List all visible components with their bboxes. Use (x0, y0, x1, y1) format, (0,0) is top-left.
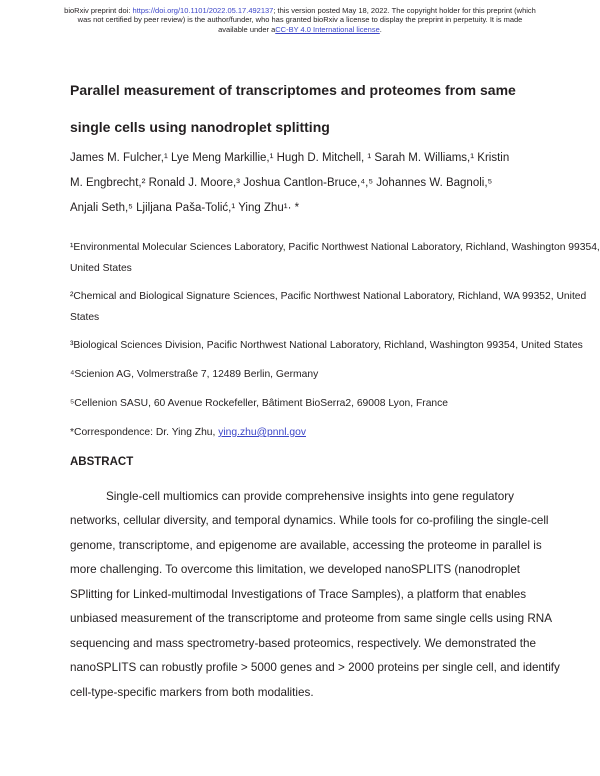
affiliation-2-line-1: ²Chemical and Biological Signature Sciences, Pacific Northwest National Laboratory, Richland, WA 99352, United (70, 291, 587, 303)
banner-text-suffix: ; this version posted May 18, 2022. The copyright holder for this preprint (which (273, 6, 536, 15)
affiliation-list (70, 238, 600, 443)
affiliation-5-line-1: ⁵Cellenion SASU, 60 Avenue Rockefeller, Bâtiment BioSerra2, 69008 Lyon, France (70, 398, 449, 409)
abstract-paragraph (70, 485, 560, 706)
abstract-line-5: SPlitting for Linked-multimodal Investigations of Trace Samples), a platform that enables (70, 587, 527, 601)
abstract-line-9: cell-type-specific markers from both modalities. (70, 685, 314, 699)
author-line-3: Anjali Seth,⁵ Ljiljana Paša-Tolić,¹ Ying Zhu¹· * (70, 202, 300, 215)
affiliation-3-line-1: ³Biological Sciences Division, Pacific Northwest National Laboratory, Richland, Washington 99354, United States (70, 340, 583, 352)
manuscript-content (70, 72, 600, 705)
correspondence-email-link[interactable]: ying.zhu@pnnl.gov (218, 426, 306, 438)
affiliation-2 (70, 287, 587, 328)
author-line-2: M. Engbrecht,² Ronald J. Moore,³ Joshua Cantlon-Bruce,⁴,⁵ Johannes W. Bagnoli,⁵ (70, 177, 493, 190)
paper-title-line-2: single cells using nanodroplet splitting (70, 119, 330, 136)
author-line-1: James M. Fulcher,¹ Lye Meng Markillie,¹ Hugh D. Mitchell, ¹ Sarah M. Williams,¹ Kristin (70, 152, 510, 165)
abstract-line-2: networks, cellular diversity, and temporal dynamics. While tools for co-profiling the single-cell (70, 514, 549, 528)
banner-line-3 (0, 25, 600, 34)
abstract-line-8: nanoSPLITS can robustly profile > 5000 genes and > 2000 proteins per single cell, and identify (70, 661, 560, 675)
paper-title (70, 72, 538, 146)
correspondence-label: *Correspondence: Dr. Ying Zhu, (70, 426, 219, 438)
author-list (70, 146, 538, 221)
abstract-line-4: more challenging. To overcome this limitation, we developed nanoSPLITS (nanodroplet (70, 563, 521, 577)
affiliation-1 (70, 238, 600, 279)
affiliation-1-line-1: ¹Environmental Molecular Sciences Laboratory, Pacific Northwest National Laboratory, Richland, Washington 99354, (70, 242, 600, 254)
banner-license-suffix: . (379, 24, 382, 34)
correspondence-line (70, 423, 538, 443)
doi-link[interactable]: https://doi.org/10.1101/2022.05.17.492137 (132, 6, 274, 15)
banner-line-1 (0, 6, 600, 15)
abstract-line-1: Single-cell multiomics can provide comprehensive insights into gene regulatory (106, 489, 514, 503)
banner-line-2: was not certified by peer review) is the author/funder, who has granted bioRxiv a license to display the preprint in perpetuity. It is made (77, 15, 523, 25)
biorxiv-banner (0, 0, 600, 34)
abstract-line-6: unbiased measurement of the transcriptome and proteome from same single cells using RNA (70, 612, 553, 626)
abstract-line-7: sequencing and mass spectrometry-based proteomics, respectively. We demonstrated the (70, 636, 536, 650)
abstract-heading: ABSTRACT (70, 455, 134, 468)
affiliation-3 (70, 336, 583, 356)
banner-license-prefix: available under a (218, 24, 276, 34)
affiliation-5 (70, 394, 538, 414)
affiliation-4-line-1: ⁴Scienion AG, Volmerstraße 7, 12489 Berlin, Germany (70, 369, 319, 381)
license-link[interactable]: CC-BY 4.0 International license (275, 24, 380, 34)
paper-title-line-1: Parallel measurement of transcriptomes and proteomes from same (70, 82, 516, 99)
affiliation-4 (70, 365, 538, 385)
affiliation-2-line-2: States (70, 311, 100, 323)
affiliation-1-line-2: United States (70, 262, 132, 274)
banner-text-prefix: bioRxiv preprint doi: (64, 6, 133, 15)
abstract-line-3: genome, transcriptome, and epigenome are available, accessing the proteome in parallel is (70, 538, 542, 552)
